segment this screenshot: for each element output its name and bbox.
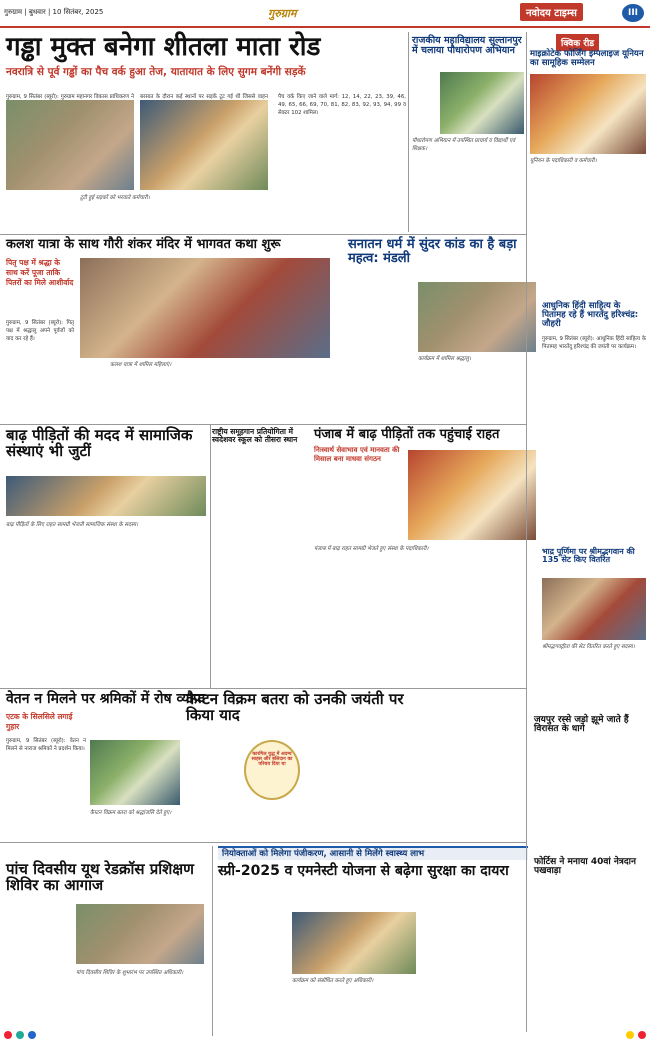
registration-mark bbox=[16, 1031, 24, 1039]
batra-caption: कैप्टन विक्रम बतरा को श्रद्धांजलि देते हुए। bbox=[90, 810, 172, 816]
page-number: III bbox=[622, 4, 644, 22]
punjab-caption: पंजाब में बाढ़ राहत सामग्री भेजते हुए संस्था के पदाधिकारी। bbox=[314, 546, 429, 552]
masthead bbox=[0, 0, 650, 28]
youth-headline: पांच दिवसीय यूथ रेडक्रॉस प्रशिक्षण शिविर का आगाज bbox=[6, 860, 194, 894]
purnima-caption: श्रीमद्भगवद्गीता की सेट वितरित करते हुए सदस्य। bbox=[542, 644, 635, 650]
banner-text: नियोक्ताओं को मिलेगा पंजीकरण, आसानी से मिलेंगे स्वास्थ्य लाभ bbox=[222, 849, 425, 859]
divider bbox=[0, 842, 526, 843]
lead-subhead: नवरात्रि से पूर्व गड्ढों का पैच वर्क हुआ तेज, यातायात के लिए सुगम बनेंगी सड़कें bbox=[6, 66, 306, 79]
jaipur-headline: जयपुर रस्से जड़ो झूमे जाते हैं विरासत के धागे bbox=[534, 715, 629, 735]
divider bbox=[0, 424, 526, 425]
quick-read-kicker: क्विक रीड bbox=[556, 34, 599, 51]
purnima-headline: भाद्र पूर्णिमा पर श्रीमद्भगवान की 135 सेट किए वितरित bbox=[542, 547, 635, 565]
registration-mark bbox=[4, 1031, 12, 1039]
badh1-caption: बाढ़ पीड़ितों के लिए राहत सामग्री भेजती सामाजिक संस्था के सदस्य। bbox=[6, 522, 139, 528]
youth-photo bbox=[76, 904, 204, 964]
divider bbox=[408, 32, 409, 232]
sanatan-caption: कार्यक्रम में शामिल श्रद्धालु। bbox=[418, 356, 471, 362]
divider bbox=[212, 846, 213, 1036]
r2-photo bbox=[530, 74, 646, 154]
spree-caption: कार्यक्रम को संबोधित करते हुए अधिकारी। bbox=[292, 978, 374, 984]
adhunik-body: गुरुग्राम, 9 सितंबर (ब्यूरो): आधुनिक हिंदी साहित्य के पितामह भारतेंदु हरिश्चंद्र की जयंती पर कार्यक्रम। bbox=[542, 336, 646, 350]
batra-quote-box bbox=[244, 740, 300, 800]
lead-col3: पैच वर्क किए जाने वाले मार्ग: 12, 14, 22, 23, 39, 46, 49, 65, 66, 69, 70, 81, 82, 83, 92, 93, 94, 99 व सेक्टर 102 शामिल। bbox=[278, 94, 406, 116]
sanatan-headline: सनातन धर्म में सुंदर कांड का है बड़ा महत्व: मंडली bbox=[348, 237, 517, 266]
fordis-headline: फोर्टिस ने मनाया 40वां नेत्रदान पखवाड़ा bbox=[534, 857, 636, 877]
divider bbox=[0, 688, 526, 689]
punjab-side-headline: निःस्वार्थ सेवाभाव एवं मानवता की मिसाल बना माधवा संगठन bbox=[314, 446, 400, 463]
lead-col2: बरसात के दौरान कई स्थानों पर सड़कें टूट गई थीं जिससे वाहन bbox=[140, 94, 268, 100]
lead-photo-2 bbox=[140, 100, 268, 190]
divider bbox=[0, 234, 526, 235]
banner-strip bbox=[218, 846, 528, 860]
batra-quote: कारगिल युद्ध में अदम्य साहस और बलिदान का परिचय दिया था bbox=[251, 752, 293, 768]
sanatan-photo bbox=[418, 282, 536, 352]
r1-caption: पौधारोपण अभियान में उपस्थित प्राचार्य व विद्यार्थी एवं शिक्षक। bbox=[412, 138, 516, 152]
kalash-caption: कलश यात्रा में शामिल महिलाएं। bbox=[110, 362, 172, 368]
punjab-photo bbox=[408, 450, 536, 540]
lead-photo-1 bbox=[6, 100, 134, 190]
registration-mark bbox=[28, 1031, 36, 1039]
lead-caption: टूटी हुई सड़कों को भरवाते कर्मचारी। bbox=[80, 195, 150, 201]
batra-photo bbox=[90, 740, 180, 805]
kalash-body: गुरुग्राम, 9 सितंबर (ब्यूरो): पितृ पक्ष में श्रद्धालु अपने पूर्वजों को याद कर रहे हैं। bbox=[6, 320, 74, 342]
rashtriya-headline: राष्ट्रीय समूहगान प्रतियोगिता में स्वदेशवर स्कूल को तीसरा स्थान bbox=[212, 427, 298, 444]
batra-headline: कैप्टन विक्रम बतरा को उनकी जयंती पर किया याद bbox=[186, 690, 404, 724]
r1-story bbox=[412, 36, 524, 56]
purnima-photo bbox=[542, 578, 646, 640]
registration-mark bbox=[626, 1031, 634, 1039]
spree-photo bbox=[292, 912, 416, 974]
brand-logo: नवोदय टाइम्स bbox=[520, 3, 583, 21]
badh1-headline: बाढ़ पीड़ितों की मदद में सामाजिक संस्थाएं भी जुटीं bbox=[6, 426, 193, 460]
vetan-side-headline: एटक के सिलसिले लगाई गुहार bbox=[6, 712, 73, 731]
divider bbox=[526, 32, 527, 1032]
kalash-side-headline: पितृ पक्ष में श्रद्धा के साथ करें पूजा ताकि पितरों का मिले आशीर्वाद bbox=[6, 258, 74, 287]
section-title: गुरुग्राम bbox=[268, 7, 297, 20]
lead-col1: गुरुग्राम, 9 सितंबर (ब्यूरो): गुरुग्राम महानगर विकास प्राधिकरण ने bbox=[6, 94, 134, 100]
r1-headline: राजकीय महाविद्यालय सुल्तानपुर में चलाया पौधारोपण अभियान bbox=[412, 35, 522, 56]
vetan-headline: वेतन न मिलने पर श्रमिकों में रोष व्याप्त bbox=[6, 691, 206, 707]
r1-photo bbox=[440, 72, 524, 134]
r2-caption: यूनियन के पदाधिकारी व कर्मचारी। bbox=[530, 158, 597, 164]
vetan-body: गुरुग्राम, 9 सितंबर (ब्यूरो): वेतन न मिलने से नाराज श्रमिकों ने प्रदर्शन किया। bbox=[6, 738, 86, 752]
edition-line: गुरुग्राम | बुधवार | 10 सितंबर, 2025 bbox=[4, 8, 104, 16]
registration-mark bbox=[638, 1031, 646, 1039]
divider bbox=[210, 424, 211, 688]
adhunik-headline: आधुनिक हिंदी साहित्य के पितामह रहे हैं भारतेंदु हरिश्चंद्र: जौहरी bbox=[542, 301, 639, 329]
punjab-headline: पंजाब में बाढ़ पीड़ितों तक पहुंचाई राहत bbox=[314, 427, 500, 442]
r2-headline: माइक्रोटेक फोर्जिंग इम्पलाइज यूनियन का सामूहिक सम्मेलन bbox=[530, 49, 644, 68]
lead-headline: गड्ढा मुक्त बनेगा शीतला माता रोड bbox=[6, 32, 321, 62]
kalash-photo bbox=[80, 258, 330, 358]
spree-headline: स्प्री-2025 व एमनेस्टी योजना से बढ़ेगा सुरक्षा का दायरा bbox=[218, 863, 509, 879]
badh1-photo bbox=[6, 476, 206, 516]
youth-caption: पांच दिवसीय शिविर के शुभारंभ पर उपस्थित अधिकारी। bbox=[76, 970, 184, 976]
kalash-headline: कलश यात्रा के साथ गौरी शंकर मंदिर में भागवत कथा शुरू bbox=[6, 237, 281, 252]
